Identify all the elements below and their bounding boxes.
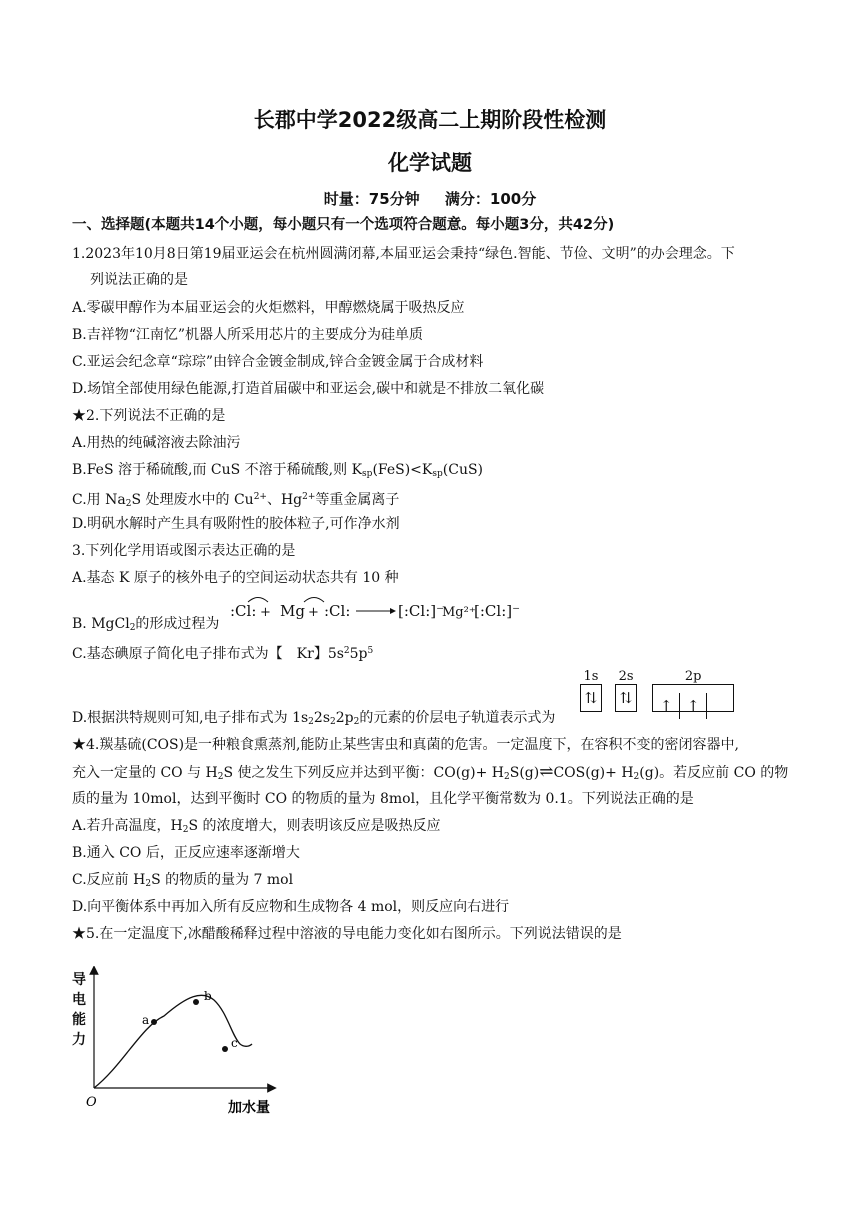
q3-option-d: [72, 708, 555, 732]
point-a: [151, 1019, 157, 1025]
mgcl2-formation-diagram: [226, 594, 526, 628]
q2-c-sup1: 2+: [253, 492, 267, 502]
conductivity-curve: [94, 995, 252, 1088]
plus-sign: +: [260, 605, 271, 620]
q2-c-sub: 2: [125, 499, 132, 509]
q2-b-text1: B.FeS 溶于稀硫酸,而 CuS 不溶于稀硫酸,则 K: [72, 462, 363, 478]
q4-text1: 充入一定量的 CO 与 H: [72, 765, 218, 781]
orbital-2s: [615, 669, 637, 712]
q3-option-c: [72, 641, 373, 664]
orbital-label-2s: 2s: [618, 669, 634, 684]
q4-option-a: [72, 816, 441, 840]
q4-sub2: 2: [504, 772, 510, 782]
q3-d-sub2: 2: [330, 717, 336, 727]
cl-atom-left: :Cl:: [230, 602, 257, 620]
q3-d-sub3: 2: [353, 717, 360, 727]
point-b-label: b: [204, 989, 212, 1003]
orbital-cell: ↑: [680, 693, 707, 719]
reaction-arrowhead: [390, 608, 396, 614]
y-label-char-4: 力: [72, 1032, 86, 1048]
q4-stem-line1: ★4.羰基硫(COS)是一种粮食熏蒸剂,能防止某些害虫和真菌的危害。一定温度下，在容积不变的密闭容器中,: [72, 737, 739, 753]
orbital-cell: [707, 685, 733, 711]
q2-c-text4: 等重金属离子: [315, 492, 400, 508]
q2-option-a: A.用热的纯碱溶液去除油污: [72, 435, 241, 451]
orbital-box-2p: [652, 684, 734, 715]
equilibrium-arrow: ⇌: [539, 762, 554, 782]
q2-b-sub1: sp: [362, 469, 373, 479]
orbital-cell: ↑: [653, 693, 680, 719]
q1-stem-line2: 列说法正确的是: [90, 272, 188, 288]
point-a-label: a: [142, 1013, 150, 1027]
orbital-box-1s: [580, 684, 602, 712]
q2-b-sub2: sp: [432, 469, 443, 479]
cl-ion-right: [:Cl:]⁻: [474, 602, 521, 620]
q3-option-a: A.基态 K 原子的核外电子的空间运动状态共有 10 种: [72, 570, 399, 586]
conductivity-chart: [62, 966, 292, 1116]
x-axis-label: 加水量: [228, 1100, 270, 1116]
electron-transfer-arrow: [304, 598, 324, 603]
q4-sub1: 2: [217, 772, 224, 782]
q5-stem: ★5.在一定温度下,冰醋酸稀释过程中溶液的导电能力变化如右图所示。下列说法错误的是: [72, 926, 622, 942]
q4-stem-line2: [72, 762, 788, 787]
q4-stem-line3: 质的量为 10mol，达到平衡时 CO 的物质的量为 8mol，且化学平衡常数为 0.1。下列说法正确的是: [72, 791, 694, 807]
q2-stem: ★2.下列说法不正确的是: [72, 408, 226, 424]
cl-atom-right: :Cl:: [324, 602, 351, 620]
q4-sub3: 2: [633, 772, 640, 782]
y-axis-label: [72, 971, 86, 1048]
exam-info: [0, 188, 860, 209]
q1-option-d: D.场馆全部使用绿色能源,打造首届碳中和亚运会,碳中和就是不排放二氧化碳: [72, 381, 545, 397]
orbital-cell: ⇅: [619, 689, 633, 707]
q4-c-sub: 2: [145, 879, 152, 889]
q1-option-a: A.零碳甲醇作为本届亚运会的火炬燃料，甲醇燃烧属于吸热反应: [72, 300, 465, 316]
q4-a-text1: A.若升高温度，H: [72, 818, 183, 834]
q3-b-text2: 的形成过程为: [135, 616, 220, 632]
mg-ion: Mg²⁺: [442, 605, 476, 620]
q3-b-text1: B. MgCl: [72, 616, 130, 632]
section-heading: 一、选择题(本题共14个小题，每小题只有一个选项符合题意。每小题3分，共42分): [72, 217, 615, 233]
y-label-char-3: 能: [72, 1012, 86, 1028]
plus-sign: +: [308, 605, 319, 620]
q2-c-sup2: 2+: [302, 492, 316, 502]
q4-option-d: D.向平衡体系中再加入所有反应物和生成物各 4 mol，则反应向右进行: [72, 899, 510, 915]
point-c: [222, 1046, 228, 1052]
y-label-char-2: 电: [72, 992, 86, 1008]
subject-title: 化学试题: [388, 151, 472, 175]
orbital-label-2p: 2p: [684, 669, 702, 684]
q2-c-text2: S 处理废水中的 Cu: [131, 492, 254, 508]
q4-text5: (g)。若反应前 CO 的物: [639, 765, 789, 781]
mg-atom: Mg: [280, 602, 305, 620]
orbital-label-1s: 1s: [583, 669, 599, 684]
orbital-cell: ⇅: [584, 689, 598, 707]
q1-option-b: B.吉祥物“江南忆”机器人所采用芯片的主要成分为硅单质: [72, 327, 424, 343]
q2-option-c: [72, 487, 399, 514]
q2-b-text2: (FeS)<K: [372, 462, 433, 478]
q3-c-sup1: 2: [343, 646, 350, 656]
q4-a-sub: 2: [182, 825, 189, 835]
q3-c-sup2: 5: [367, 646, 374, 656]
q4-option-b: B.通入 CO 后，正反应速率逐渐增大: [72, 845, 300, 861]
q2-c-text1: C.用 Na: [72, 492, 126, 508]
y-label-char-1: 导: [72, 972, 86, 988]
q1-stem-line1: 1.2023年10月8日第19届亚运会在杭州圆满闭幕,本届亚运会秉持“绿色.智能、节俭、文明”的办会理念。下: [72, 246, 735, 262]
q4-text2: S 使之发生下列反应并达到平衡：CO(g)+ H: [223, 765, 504, 781]
orbital-diagram: [580, 669, 734, 715]
q2-option-b: [72, 460, 483, 484]
q4-option-c: [72, 870, 293, 894]
orbital-1s: [580, 669, 602, 712]
q4-text4: COS(g)+ H: [553, 765, 634, 781]
point-b: [193, 999, 199, 1005]
q3-d-text1: D.根据洪特规则可知,电子排布式为 1s: [72, 710, 309, 726]
q2-c-text3: 、Hg: [266, 492, 303, 508]
q1-option-c: C.亚运会纪念章“琮琮”由锌合金镀金制成,锌合金镀金属于合成材料: [72, 354, 484, 370]
origin-label: O: [86, 1095, 97, 1110]
q3-c-text2: 5p: [349, 646, 368, 662]
q3-d-text4: 的元素的价层电子轨道表示式为: [359, 710, 556, 726]
q3-c-text1: C.基态碘原子简化电子排布式为【 Kr】5s: [72, 646, 344, 662]
cl-ion-left: [:Cl:]⁻: [398, 602, 445, 620]
q3-d-sub1: 2: [308, 717, 314, 727]
q3-stem: 3.下列化学用语或图示表达正确的是: [72, 543, 296, 559]
q3-d-text2: 2s: [313, 710, 330, 726]
q4-c-text2: S 的物质的量为 7 mol: [151, 872, 294, 888]
time-limit: 时量：75分钟: [323, 190, 420, 208]
exam-title: 长郡中学2022级高二上期阶段性检测: [253, 108, 607, 132]
q2-option-d: D.明矾水解时产生具有吸附性的胶体粒子,可作净水剂: [72, 516, 400, 532]
orbital-box-2s: [615, 684, 637, 712]
q4-c-text1: C.反应前 H: [72, 872, 146, 888]
q3-option-b: [72, 614, 219, 638]
q3-b-sub: 2: [129, 623, 136, 633]
q4-a-text2: S 的浓度增大，则表明该反应是吸热反应: [188, 818, 441, 834]
orbital-2p: [652, 669, 734, 715]
q4-text3: S(g): [509, 765, 540, 781]
q3-d-text3: 2p: [335, 710, 354, 726]
q2-b-text3: (CuS): [442, 462, 484, 478]
full-score: 满分：100分: [444, 190, 537, 208]
point-c-label: c: [231, 1036, 238, 1050]
